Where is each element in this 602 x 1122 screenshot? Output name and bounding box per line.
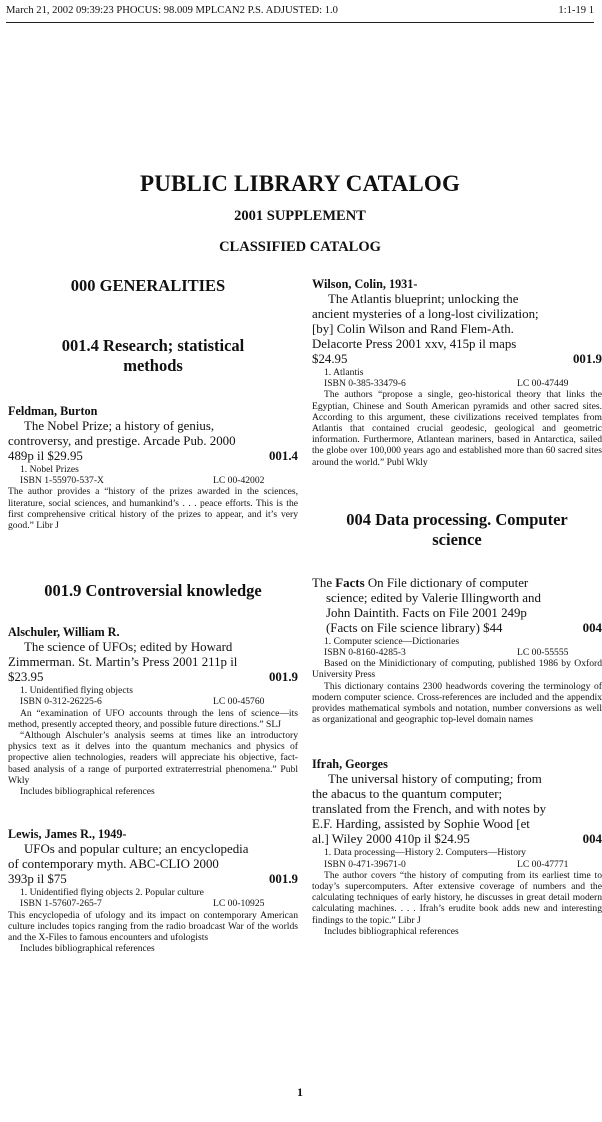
- annotation: Includes bibliographical references: [324, 925, 459, 937]
- entry-title-line: Zimmerman. St. Martin’s Press 2001 211p il: [8, 655, 238, 670]
- entry-title-line: The science of UFOs; edited by Howard: [24, 640, 233, 655]
- entry-author: Feldman, Burton: [8, 404, 98, 418]
- section-004-heading: [312, 510, 602, 550]
- lc-number: LC 00-42002: [213, 475, 265, 487]
- entry-title-keyword: Facts: [335, 575, 365, 590]
- entry-alschuler: [8, 625, 298, 797]
- isbn: ISBN 1-55970-537-X: [20, 475, 104, 487]
- entry-price: $24.95: [312, 352, 348, 366]
- entry-title-line: John Daintith. Facts on File 2001 249p: [326, 605, 527, 620]
- entry-author: Ifrah, Georges: [312, 757, 388, 772]
- page-title: PUBLIC LIBRARY CATALOG: [139, 171, 461, 196]
- entry-author: Lewis, James R., 1949-: [8, 827, 127, 842]
- section-0014-line2: methods: [123, 356, 183, 375]
- entry-facts-on-file: [312, 576, 602, 726]
- entry-title-line: Delacorte Press 2001 xxv, 415p il maps: [312, 337, 517, 351]
- entry-title-line: [312, 832, 602, 847]
- entry-title-line: [312, 576, 602, 591]
- subtitle-classified: CLASSIFIED CATALOG: [219, 239, 381, 255]
- isbn: ISBN 0-385-33479-6: [324, 378, 406, 390]
- entry-lewis: [8, 827, 298, 954]
- entry-price: $23.95: [8, 670, 44, 685]
- class-number: 001.4: [268, 449, 298, 463]
- class-number: 004: [582, 832, 602, 847]
- entry-title-rest: On File dictionary of computer: [364, 575, 529, 590]
- entry-title-line: The Nobel Prize; a history of genius,: [24, 419, 215, 433]
- isbn-line: [8, 898, 298, 909]
- page-number: 1: [297, 1085, 303, 1099]
- entry-title-line: the abacus to the quantum computer;: [312, 787, 503, 802]
- entry-title-start: The: [312, 575, 336, 590]
- entry-wilson: [312, 277, 602, 468]
- section-0014-line1: 001.4 Research; statistical: [61, 336, 245, 355]
- annotation: The authors “propose a single, geo-historical theory that links the Egyptian, Chinese and South American pyramids and other sacred sites. According to this argument, these civilizations received templates from Atlantis that contained crucial geodesic, geological and geometric information. Furthermore, Atlantean mariners, based in Antarctica, sailed the globe over 100,000 years ago and established more than 60 sacred sites around the world.” Publ Wkly: [312, 389, 602, 468]
- subject-heading: 1. Data processing—History 2. Computers—History: [324, 847, 526, 859]
- running-header: [6, 0, 594, 23]
- header-right: 1:1-19 1: [558, 5, 594, 16]
- entry-title-line: The Atlantis blueprint; unlocking the: [328, 292, 519, 306]
- annotation: This dictionary contains 2300 headwords covering the terminology of modern computer science. Cross-references are included and the appendix provides mathematical symbols and notation, number conversions as well as organizational and geographic top-level domain names: [312, 680, 602, 726]
- entry-price: al.] Wiley 2000 410p il $24.95: [312, 832, 470, 847]
- annotation: Includes bibliographical references: [20, 943, 155, 955]
- subject-heading: 1. Computer science—Dictionaries: [324, 635, 460, 647]
- entry-title-line: E.F. Harding, assisted by Sophie Wood [et: [312, 817, 530, 832]
- isbn: ISBN 0-312-26225-6: [20, 696, 102, 708]
- isbn: ISBN 0-471-39671-0: [324, 858, 406, 870]
- entry-title-line: of contemporary myth. ABC-CLIO 2000: [8, 857, 219, 872]
- annotation: The author provides a “history of the prizes awarded in the sciences, literature, social sciences, and humankind’s . . . peace efforts. This is the first comprehensive critical history of the prizes to appear, and it’s very good.” Libr J: [8, 486, 298, 532]
- entry-title-line: [8, 670, 298, 685]
- entry-title-line: [8, 872, 298, 887]
- left-column: [8, 276, 298, 954]
- entry-ifrah: [312, 757, 602, 937]
- annotation: “Although Alschuler’s analysis seems at times like an introductory physics text as it delves into the quantum mechanics and physics of propective alien technologies, readers will appreciate his objective, fact-based analysis of a range of purported extraterrestrial phenomena.” Publ Wkly: [8, 730, 298, 786]
- lc-number: LC 00-47771: [517, 858, 569, 870]
- subtitle-supplement: 2001 SUPPLEMENT: [234, 208, 366, 224]
- isbn-line: [8, 696, 298, 707]
- isbn-line: [312, 378, 602, 389]
- section-004-line2: science: [432, 529, 482, 549]
- class-number: 001.9: [572, 352, 602, 366]
- isbn: ISBN 0-8160-4285-3: [324, 647, 406, 659]
- entry-price: (Facts on File science library) $44: [326, 620, 503, 635]
- section-000-heading: 000 GENERALITIES: [70, 276, 226, 295]
- subject-heading: 1. Unidentified flying objects: [20, 685, 133, 697]
- lc-number: LC 00-10925: [213, 898, 265, 910]
- entry-title-line: [8, 449, 298, 464]
- entry-title-line: ancient mysteries of a long-lost civilization;: [312, 307, 539, 321]
- lc-number: LC 00-45760: [213, 696, 265, 708]
- annotation: Based on the Minidictionary of computing, published 1986 by Oxford University Press: [312, 658, 602, 681]
- header-left: March 21, 2002 09:39:23 PHOCUS: 98.009 MPLCAN2 P.S. ADJUSTED: 1.0: [6, 5, 338, 16]
- isbn-line: [312, 647, 602, 658]
- subject-heading: 1. Nobel Prizes: [20, 464, 79, 475]
- entry-price: 489p il $29.95: [8, 449, 83, 463]
- isbn-line: [312, 859, 602, 870]
- lc-number: LC 00-47449: [517, 378, 569, 390]
- entry-price: 393p il $75: [8, 872, 67, 887]
- entry-author: Alschuler, William R.: [8, 625, 120, 640]
- entry-title-line: controversy, and prestige. Arcade Pub. 2000: [8, 434, 236, 448]
- entry-author: Wilson, Colin, 1931-: [312, 277, 418, 291]
- annotation: Includes bibliographical references: [20, 786, 155, 798]
- class-number: 001.9: [268, 872, 298, 887]
- entry-title-line: science; edited by Valerie Illingworth and: [326, 590, 541, 605]
- entry-title-line: UFOs and popular culture; an encyclopedia: [24, 842, 249, 857]
- class-number: 004: [582, 620, 602, 635]
- annotation: This encyclopedia of ufology and its impact on contemporary American culture includes topics ranging from the radio broadcast War of the worlds and the X-Files to famous encounters and ufologists: [8, 909, 298, 944]
- lc-number: LC 00-55555: [517, 647, 569, 659]
- entry-title-line: translated from the French, and with notes by: [312, 802, 547, 817]
- isbn: ISBN 1-57607-265-7: [20, 898, 102, 910]
- entry-feldman: [8, 404, 298, 531]
- section-0019-heading: 001.9 Controversial knowledge: [44, 581, 262, 601]
- annotation: The author covers “the history of computing from its earliest time to today’s supercomputers. After extensive coverage of numbers and the calculating techniques of early history, he discusses in great detail modern calculating machines. . . . Ifrah’s erudite book adds new and interesting findings to the topic.” Libr J: [312, 869, 602, 926]
- annotation: An “examination of UFO accounts through the lens of science—its method, presently accepted theory, and possible future directions.” SLJ: [8, 707, 298, 730]
- section-004-line1: 004 Data processing. Computer: [346, 509, 568, 529]
- entry-title-line: [312, 352, 602, 367]
- right-column: [312, 277, 602, 937]
- title-block: [0, 168, 600, 257]
- section-0014-heading: [8, 336, 298, 376]
- isbn-line: [8, 475, 298, 486]
- subject-heading: 1. Unidentified flying objects 2. Popular culture: [20, 887, 204, 899]
- class-number: 001.9: [268, 670, 298, 685]
- subject-heading: 1. Atlantis: [324, 367, 364, 378]
- entry-title-line: The universal history of computing; from: [328, 772, 542, 787]
- entry-title-line: [312, 621, 602, 636]
- entry-title-line: [by] Colin Wilson and Rand Flem-Ath.: [312, 322, 514, 336]
